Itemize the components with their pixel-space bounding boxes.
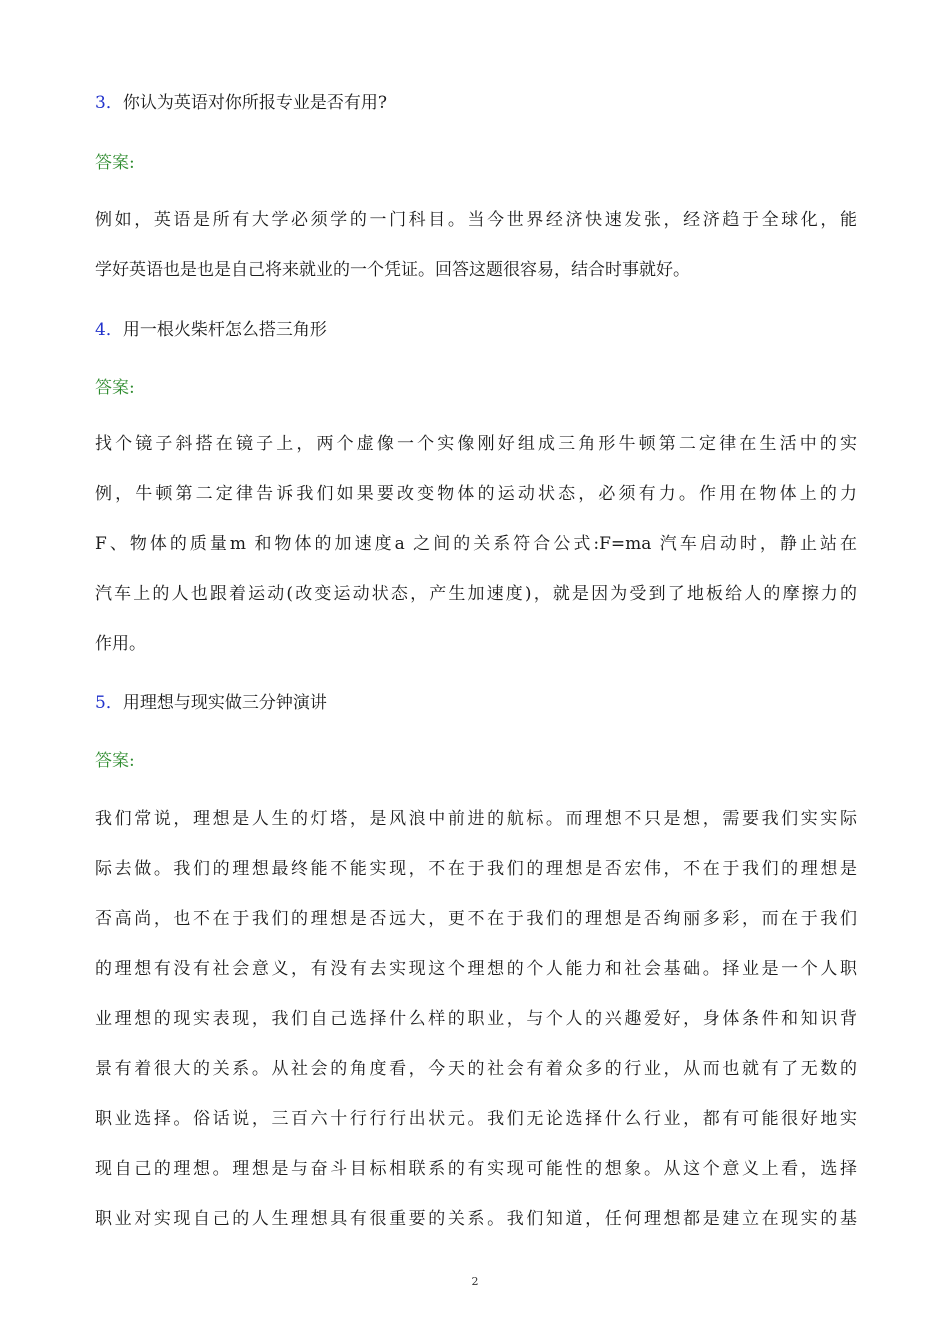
answer-paragraph-3 — [95, 208, 857, 282]
question-text: 你认为英语对你所报专业是否有用? — [122, 93, 387, 113]
answer-line: 职业选择。俗话说，三百六十行行行出状元。我们无论选择什么行业，都有可能很好地实 — [95, 1109, 857, 1129]
question-5-title — [95, 691, 327, 715]
answer-line: 业理想的现实表现，我们自己选择什么样的职业，与个人的兴趣爱好，身体条件和知识背 — [95, 1009, 857, 1029]
question-3-title — [95, 91, 387, 115]
answer-label: 答案: — [95, 378, 135, 398]
answer-line: 职业对实现自己的人生理想具有很重要的关系。我们知道，任何理想都是建立在现实的基 — [95, 1209, 857, 1229]
answer-paragraph-4 — [95, 432, 857, 656]
answer-line: 否高尚，也不在于我们的理想是否远大，更不在于我们的理想是否绚丽多彩，而在于我们 — [95, 909, 857, 929]
answer-line: 汽车上的人也跟着运动(改变运动状态，产生加速度)，就是因为受到了地板给人的摩擦力的 — [95, 584, 857, 604]
question-4-title — [95, 318, 327, 342]
answer-line: 现自己的理想。理想是与奋斗目标相联系的有实现可能性的想象。从这个意义上看，选择 — [95, 1159, 857, 1179]
answer-line: 找个镜子斜搭在镜子上，两个虚像一个实像刚好组成三角形牛顿第二定律在生活中的实 — [95, 434, 857, 454]
question-number: 4． — [95, 320, 123, 340]
answer-paragraph-5 — [95, 807, 857, 1231]
question-text: 用一根火柴杆怎么搭三角形 — [122, 320, 327, 340]
answer-label: 答案: — [95, 153, 135, 173]
answer-line: 我们常说，理想是人生的灯塔，是风浪中前进的航标。而理想不只是想，需要我们实实际 — [95, 809, 857, 829]
answer-line: 际去做。我们的理想最终能不能实现，不在于我们的理想是否宏伟，不在于我们的理想是 — [95, 859, 857, 879]
answer-line: 的理想有没有社会意义，有没有去实现这个理想的个人能力和社会基础。择业是一个人职 — [95, 959, 857, 979]
page-number: 2 — [471, 1275, 479, 1288]
question-text: 用理想与现实做三分钟演讲 — [122, 693, 327, 713]
answer-line: 例，牛顿第二定律告诉我们如果要改变物体的运动状态，必须有力。作用在物体上的力 — [95, 484, 857, 504]
answer-line: 作用。 — [95, 634, 146, 654]
question-number: 3． — [95, 93, 123, 113]
question-number: 5． — [95, 693, 123, 713]
answer-line: F、物体的质量m 和物体的加速度a 之间的关系符合公式:F=ma 汽车启动时，静止站在 — [95, 534, 857, 554]
answer-line: 学好英语也是也是自己将来就业的一个凭证。回答这题很容易，结合时事就好。 — [95, 260, 690, 280]
answer-line: 例如，英语是所有大学必须学的一门科目。当今世界经济快速发张，经济趋于全球化，能 — [95, 210, 857, 230]
answer-line: 景有着很大的关系。从社会的角度看，今天的社会有着众多的行业，从而也就有了无数的 — [95, 1059, 857, 1079]
answer-label: 答案: — [95, 751, 135, 771]
